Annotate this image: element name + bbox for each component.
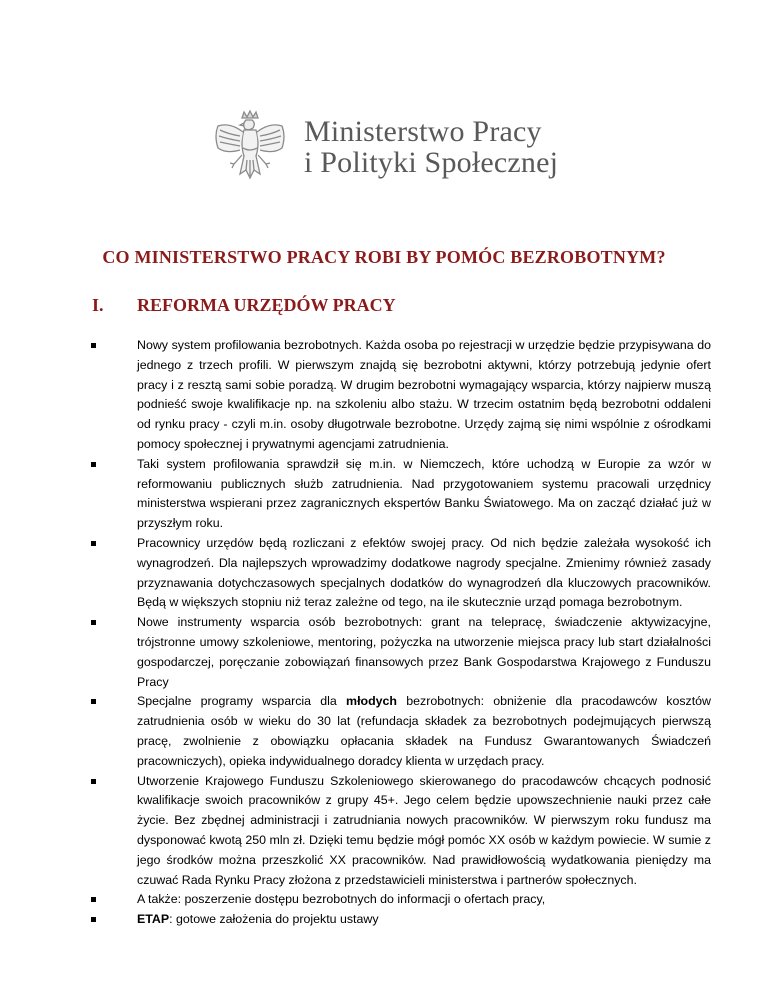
square-bullet-icon	[91, 779, 96, 784]
square-bullet-icon	[91, 620, 96, 625]
list-item-text-pre: Specjalne programy wsparcia dla	[137, 694, 347, 709]
list-item-text-post: bezrobotnych: obniżenie dla pracodawców kosztów zatrudnienia osób w wieku do 30 lat (refundacja składek za bezrobotnych podejmujących pierwszą pracę, zwolnienie z obowiązku opłacania składek na Fundusz Gwarantowanych Świadczeń pracowniczych), opieka indywidualnego doradcy klienta w urzędach pracy.	[137, 694, 712, 768]
list-item-text-post: : gotowe założenia do projektu ustawy	[169, 912, 379, 927]
square-bullet-icon	[91, 699, 96, 704]
square-bullet-icon	[91, 917, 96, 922]
section-heading	[92, 295, 396, 316]
document-title: CO MINISTERSTWO PRACY ROBI BY POMÓC BEZROBOTNYM?	[102, 247, 666, 267]
list-item-text: Nowy system profilowania bezrobotnych. Każda osoba po rejestracji w urzędzie będzie przypisywana do jednego z trzech profili. W pierwszym znajdą się bezrobotni aktywni, którzy potrzebują jedynie ofert pracy i z resztą sami sobie poradzą. W drugim bezrobotni wymagający wsparcia, którzy najpierw muszą podnieść swoje kwalifikacje np. na szkoleniu albo stażu. W trzecim ostatnim będą bezrobotni oddaleni od rynku pracy - czyli m.in. osoby długotrwale bezrobotne. Urzędy zajmą się nimi wspólnie z ośrodkami pomocy społecznej i prywatnymi agencjami zatrudnienia.	[137, 338, 711, 451]
list-item	[107, 534, 711, 613]
square-bullet-icon	[91, 343, 96, 348]
square-bullet-icon	[91, 897, 96, 902]
list-item-text: A także: poszerzenie dostępu bezrobotnych do informacji o ofertach pracy,	[137, 892, 546, 907]
list-item-text: Pracownicy urzędów będą rozliczani z efektów swojej pracy. Od nich będzie zależała wysokość ich wynagrodzeń. Dla najlepszych wprowadzimy dodatkowe nagrody specjalne. Zmienimy również zasady przyznawania dotychczasowych specjalnych dodatków do wynagrodzeń dla kluczowych pracowników. Będą w większych stopniu niż teraz zależne od tego, na ile skutecznie urząd pomaga bezrobotnym.	[137, 535, 711, 610]
list-item	[107, 692, 711, 771]
list-item-text: Taki system profilowania sprawdził się m.in. w Niemczech, które uchodzą w Europie za wzór w reformowaniu publicznych służb zatrudnienia. Nad przygotowaniem systemu pracowali urzędnicy ministerstwa wspierani przez zagranicznych ekspertów Banku Światowego. Ma on zacząć działać już w przyszłym roku.	[137, 456, 711, 531]
ministry-name-line1: Ministerstwo Pracy	[304, 115, 542, 148]
list-item	[107, 336, 711, 455]
square-bullet-icon	[91, 462, 96, 467]
list-item-emphasis: młodych	[346, 694, 397, 709]
white-eagle-emblem-icon	[210, 108, 290, 184]
list-item	[107, 772, 711, 891]
list-item-emphasis: ETAP	[137, 912, 170, 927]
ministry-name-line2: i Polityki Społecznej	[304, 146, 559, 179]
list-item-text: Nowe instrumenty wsparcia osób bezrobotnych: grant na telepracę, świadczenie aktywizacyjne, trójstronne umowy szkoleniowe, mentoring, pożyczka na utworzenie miejsca pracy lub start działalności gospodarczej, poręczanie zobowiązań finansowych przez Bank Gospodarstwa Krajowego z Funduszu Pracy	[137, 615, 711, 689]
bullet-list	[107, 336, 711, 930]
list-item	[107, 910, 711, 930]
square-bullet-icon	[91, 541, 96, 546]
section-number: I.	[92, 295, 104, 315]
list-item	[107, 613, 711, 692]
list-item	[107, 455, 711, 534]
ministry-logo	[210, 108, 570, 184]
ministry-name	[304, 116, 558, 178]
list-item	[107, 890, 711, 910]
list-item-text: Utworzenie Krajowego Funduszu Szkoleniowego skierowanego do pracodawców chcących podnosić kwalifikacje swoich pracowników z grupy 45+. Jego celem będzie upowszechnienie nauki przez całe życie. Bez zbędnej administracji i zatrudniania nowych pracowników. W pierwszym roku fundusz ma dysponować kwotą 250 mln zł. Dzięki temu będzie mógł pomóc XX osób w każdym powiecie. W sumie z jego środków można przeszkolić XX pracowników. Nad prawidłowością wydatkowania pieniędzy ma czuwać Rada Rynku Pracy złożona z przedstawicieli ministerstwa i partnerów społecznych.	[137, 773, 711, 887]
section-title: REFORMA URZĘDÓW PRACY	[137, 295, 396, 315]
